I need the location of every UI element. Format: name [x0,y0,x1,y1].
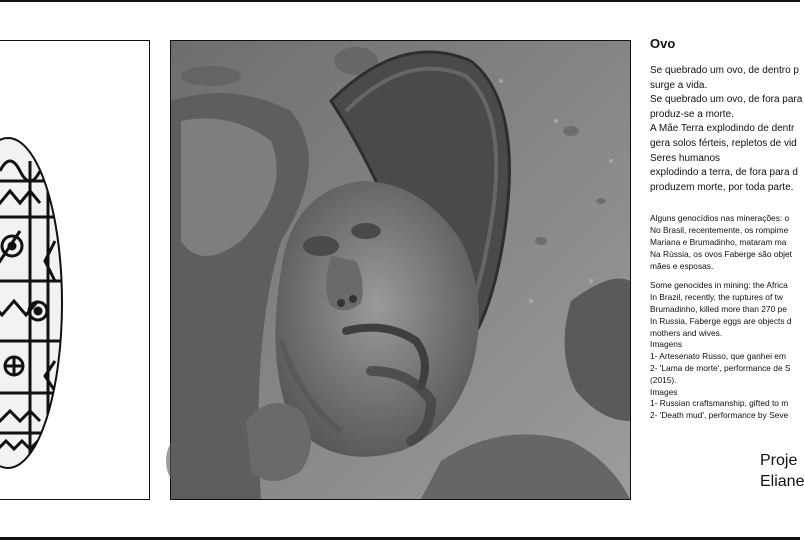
en-line: Some genocides in mining: the Africa [650,280,788,291]
mud-performance-photo [170,40,631,500]
credit-line-author: Eliane [760,473,804,490]
poem-line: Seres humanos [650,152,721,164]
en-line: 1- Artesenato Russo, que ganhei em [650,351,786,362]
en-line: 2- 'Death mud', performance by Seve [650,410,789,421]
en-line: (2015). [650,374,677,385]
poem-line: produz-se a morte. [650,108,734,120]
en-line: Imagens [650,339,683,350]
pt-line: Mariana e Brumadinho, mataram ma [650,236,787,247]
pt-line: mães e esposas. [650,260,714,271]
poem-line: explodindo a terra, de fora para d [650,167,798,179]
poem-line: Se quebrado um ovo, de fora para [650,94,803,106]
mud-photo-illustration [171,41,630,499]
credit-line-project: Proje [760,452,798,469]
poem-title: Ovo [650,36,676,51]
pt-line: Na Rússia, os ovos Faberge são objet [650,248,792,259]
poem-line: produzem morte, por toda parte. [650,181,794,193]
poem-line: surge a vida. [650,79,708,91]
en-line: 1- Russian craftsmanship, gifted to m [650,398,789,409]
pt-line: Alguns genocídios nas minerações: o [650,213,790,224]
en-line: mothers and wives. [650,327,723,338]
portuguese-paragraph [650,213,800,272]
text-column [650,36,804,506]
egg-image-panel [0,40,150,500]
en-line: Images [650,386,678,397]
poem-line: A Mãe Terra explodindo de dentr [650,123,795,135]
poem-text [650,64,803,195]
credits [760,450,804,492]
en-line: In Russia, Faberge eggs are objects d [650,315,792,326]
en-line: In Brazil, recently, the ruptures of tw [650,292,783,303]
poem-line: Se quebrado um ovo, de dentro p [650,65,799,76]
en-line: 2- 'Lama de morte', performance de S [650,362,791,373]
pt-line: No Brasil, recentemente, os rompime [650,225,789,236]
en-line: Brumadinho, killed more than 270 pe [650,303,787,314]
english-paragraph [650,280,800,422]
poem-line: gera solos férteis, repletos de vid [650,137,797,149]
top-border [0,0,800,2]
decorated-egg-image [0,41,149,499]
